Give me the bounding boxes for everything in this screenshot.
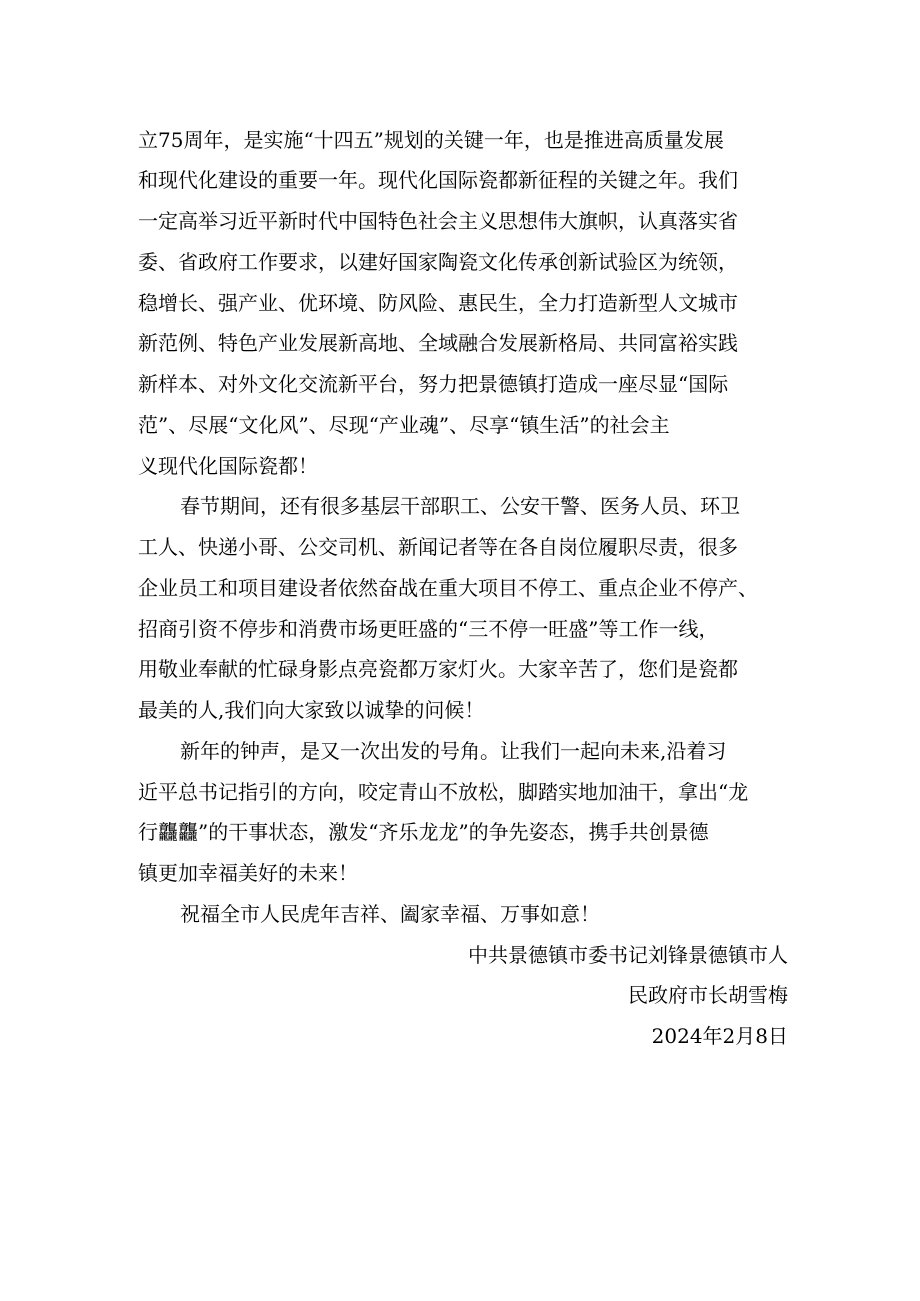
paragraph-3-line-4: 镇更加幸福美好的未来！: [138, 861, 358, 885]
paragraph-1-line-3: 一定高举习近平新时代中国特色社会主义思想伟大旗帜，认真落实省: [138, 209, 738, 233]
paragraph-2-line-5: 用敬业奉献的忙碌身影点亮瓷都万家灯火。大家辛苦了，您们是瓷都: [138, 657, 738, 681]
paragraph-3-line-3: 行龘龘”的干事状态，激发“齐乐龙龙”的争先姿态，携手共创景德: [138, 820, 709, 844]
signature-line-2: 民政府市长胡雪梅: [628, 983, 788, 1007]
paragraph-2-line-2: 工人、快递小哥、公交司机、新闻记者等在各自岗位履职尽责，很多: [138, 535, 738, 559]
paragraph-2-line-1: 春节期间，还有很多基层干部职工、公安干警、医务人员、环卫: [180, 494, 740, 518]
paragraph-2-line-4: 招商引资不停步和消费市场更旺盛的“三不停一旺盛”等工作一线，: [138, 617, 719, 641]
paragraph-1-line-5: 稳增长、强产业、优环境、防风险、惠民生，全力打造新型人文城市: [138, 291, 738, 315]
paragraph-1-line-1: 立75周年，是实施“十四五”规划的关键一年，也是推进高质量发展: [138, 128, 724, 152]
paragraph-3-line-1: 新年的钟声，是又一次出发的号角。让我们一起向未来,沿着习: [180, 739, 727, 763]
paragraph-2-line-3: 企业员工和项目建设者依然奋战在重大项目不停工、重点企业不停产、: [138, 576, 758, 600]
signature-line-1: 中共景德镇市委书记刘锋景德镇市人: [468, 943, 788, 967]
paragraph-4-line-1: 祝福全市人民虎年吉祥、阖家幸福、万事如意！: [180, 902, 600, 926]
paragraph-1-line-8: 范”、尽展“文化风”、尽现“产业魂”、尽享“镇生活”的社会主: [138, 413, 670, 437]
signature-date: 2024年2月8日: [651, 1024, 788, 1048]
paragraph-1-line-9: 义现代化国际瓷都！: [138, 454, 318, 478]
paragraph-1-line-2: 和现代化建设的重要一年。现代化国际瓷都新征程的关键之年。我们: [138, 168, 738, 192]
paragraph-3-line-2: 近平总书记指引的方向，咬定青山不放松，脚踏实地加油干，拿出“龙: [138, 780, 749, 804]
paragraph-1-line-4: 委、省政府工作要求，以建好国家陶瓷文化传承创新试验区为统领，: [138, 250, 738, 274]
paragraph-1-line-6: 新范例、特色产业发展新高地、全域融合发展新格局、共同富裕实践: [138, 331, 738, 355]
paragraph-1-line-7: 新样本、对外文化交流新平台，努力把景德镇打造成一座尽显“国际: [138, 372, 729, 396]
paragraph-2-line-6: 最美的人,我们向大家致以诚挚的问候！: [138, 698, 485, 722]
